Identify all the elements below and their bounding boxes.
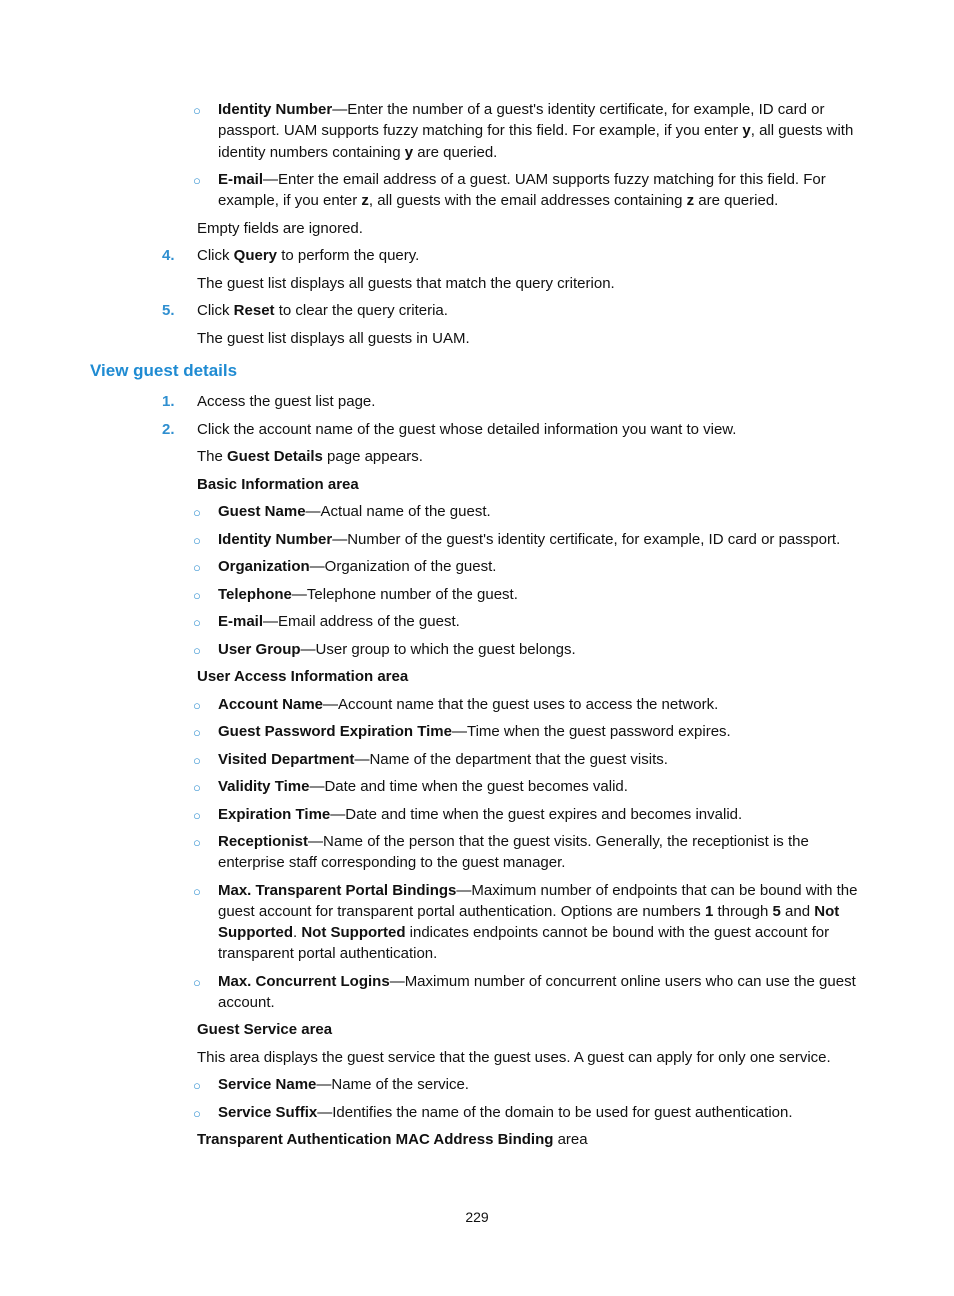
bullet-icon: ○ [193, 588, 201, 603]
item-bold: z [361, 192, 369, 209]
em-dash: — [317, 1104, 333, 1121]
item-text: Email address of the guest. [278, 613, 460, 630]
list-item-line: account. [218, 994, 275, 1011]
step-text: Click the account name of the guest whose detailed information you want to view. [197, 421, 737, 438]
list-item-line: transparent portal authentication. [218, 945, 438, 962]
step-number: 1. [162, 393, 175, 410]
item-text: Number of the guest's identity certificate, for example, ID card or passport. [347, 531, 841, 548]
list-item-line [218, 1102, 793, 1123]
item-text: through [713, 903, 773, 920]
item-text: and [780, 903, 815, 920]
list-item-line [218, 639, 576, 660]
item-term: Validity Time [218, 778, 310, 795]
list-item-line [218, 901, 839, 922]
mac-binding-bold: Transparent Authentication MAC Address Binding [197, 1131, 554, 1148]
item-term: Expiration Time [218, 806, 331, 823]
list-item-line [218, 1074, 469, 1095]
bullet-icon: ○ [193, 533, 201, 548]
basic-info-title: Basic Information area [197, 476, 359, 493]
list-item-line [218, 556, 496, 577]
item-term: Telephone [218, 586, 292, 603]
list-item-line [218, 169, 826, 190]
bullet-icon: ○ [193, 835, 201, 850]
note-text: The [197, 448, 228, 465]
em-dash: — [291, 586, 307, 603]
item-text: Account name that the guest uses to access the network. [338, 696, 719, 713]
item-text: Name of the department that the guest visits. [369, 751, 668, 768]
list-item-line [218, 190, 778, 211]
list-item-line [218, 120, 853, 141]
item-bold: y [742, 122, 751, 139]
mac-binding-title [197, 1129, 588, 1150]
item-text: passport. UAM supports fuzzy matching for this field. For example, if you enter [218, 122, 743, 139]
item-text: Date and time when the guest becomes valid. [324, 778, 628, 795]
mac-binding-text: area [553, 1131, 588, 1148]
list-item-line [218, 721, 731, 742]
list-item-line [218, 749, 668, 770]
bullet-icon: ○ [193, 103, 201, 118]
em-dash: — [263, 613, 279, 630]
item-bold: z [686, 192, 695, 209]
bullet-icon: ○ [193, 698, 201, 713]
bullet-icon: ○ [193, 725, 201, 740]
item-term: Max. Transparent Portal Bindings [218, 882, 457, 899]
item-text: guest account for transparent portal authentication. Options are numbers [218, 903, 705, 920]
item-text: indicates endpoints cannot be bound with the guest account for [405, 924, 830, 941]
list-item-line [218, 880, 857, 901]
item-text: are queried. [694, 192, 779, 209]
step-result: The guest list displays all guests that match the query criterion. [197, 275, 615, 292]
guest-service-description: This area displays the guest service that the guest uses. A guest can apply for only one service. [197, 1049, 831, 1066]
section-heading: View guest details [90, 361, 238, 380]
item-bold: Not Supported [301, 924, 406, 941]
step-text-part: to perform the query. [277, 247, 420, 264]
item-text: . [293, 924, 302, 941]
em-dash: — [389, 973, 405, 990]
item-text: Telephone number of the guest. [306, 586, 518, 603]
bullet-icon: ○ [193, 1078, 201, 1093]
item-text: , all guests with the email addresses containing [368, 192, 687, 209]
bullet-icon: ○ [193, 643, 201, 658]
em-dash: — [330, 806, 346, 823]
item-term: E-mail [218, 171, 264, 188]
item-text: Name of the person that the guest visits. Generally, the receptionist is the [323, 833, 809, 850]
step-number: 2. [162, 421, 175, 438]
item-text: example, if you enter [218, 192, 362, 209]
item-term: E-mail [218, 613, 264, 630]
item-term: Visited Department [218, 751, 355, 768]
em-dash: — [305, 503, 321, 520]
em-dash: — [332, 531, 348, 548]
list-item-line [218, 584, 518, 605]
item-text: Identifies the name of the domain to be used for guest authentication. [332, 1104, 793, 1121]
em-dash: — [332, 101, 348, 118]
step-text: Access the guest list page. [197, 393, 376, 410]
item-term: Guest Password Expiration Time [218, 723, 452, 740]
bullet-icon: ○ [193, 505, 201, 520]
bullet-icon: ○ [193, 808, 201, 823]
bullet-icon: ○ [193, 1106, 201, 1121]
item-text: Maximum number of endpoints that can be bound with the [471, 882, 858, 899]
item-text: Time when the guest password expires. [466, 723, 731, 740]
list-item-line [218, 501, 491, 522]
list-item-line [218, 804, 742, 825]
list-item-line [218, 99, 824, 120]
user-access-title: User Access Information area [197, 668, 409, 685]
item-bold: Supported [218, 924, 293, 941]
item-bold: 5 [772, 903, 781, 920]
item-term: Organization [218, 558, 310, 575]
step-text-part: Click [197, 302, 234, 319]
step-text-part: Click [197, 247, 234, 264]
item-bold: Not [814, 903, 840, 920]
list-item-line [218, 611, 460, 632]
em-dash: — [456, 882, 472, 899]
item-term: Identity Number [218, 531, 333, 548]
bullet-icon: ○ [193, 780, 201, 795]
item-term: Max. Concurrent Logins [218, 973, 390, 990]
bullet-icon: ○ [193, 560, 201, 575]
note-text: page appears. [322, 448, 423, 465]
item-text: Enter the email address of a guest. UAM supports fuzzy matching for this field. For [278, 171, 826, 188]
bullet-icon: ○ [193, 975, 201, 990]
item-text: Enter the number of a guest's identity certificate, for example, ID card or [347, 101, 825, 118]
item-bold: 1 [704, 903, 714, 920]
page-number: 229 [465, 1209, 489, 1225]
step-text [197, 300, 448, 321]
item-term: Receptionist [218, 833, 309, 850]
list-item-line [218, 529, 840, 550]
item-text: , all guests with [750, 122, 854, 139]
list-item-line [218, 694, 718, 715]
bullet-icon: ○ [193, 173, 201, 188]
query-label: Query [233, 247, 278, 264]
em-dash: — [263, 171, 279, 188]
item-term: Service Suffix [218, 1104, 318, 1121]
list-item-line [218, 831, 809, 852]
reset-label: Reset [233, 302, 275, 319]
step-text [197, 245, 419, 266]
em-dash: — [309, 558, 325, 575]
step-text-part: to clear the query criteria. [274, 302, 448, 319]
item-text: Organization of the guest. [324, 558, 497, 575]
em-dash: — [323, 696, 339, 713]
bullet-icon: ○ [193, 615, 201, 630]
item-text: Date and time when the guest expires and becomes invalid. [345, 806, 743, 823]
item-term: Guest Name [218, 503, 306, 520]
list-item-line [218, 922, 829, 943]
item-text: Name of the service. [331, 1076, 469, 1093]
item-term: Service Name [218, 1076, 317, 1093]
em-dash: — [309, 778, 325, 795]
guest-service-title: Guest Service area [197, 1021, 333, 1038]
list-item-line [218, 971, 856, 992]
item-term: Account Name [218, 696, 324, 713]
guest-details-label: Guest Details [227, 448, 323, 465]
list-item-line [218, 776, 628, 797]
item-text: Actual name of the guest. [320, 503, 491, 520]
step-number: 4. [162, 247, 175, 264]
em-dash: — [308, 833, 324, 850]
item-text: User group to which the guest belongs. [315, 641, 576, 658]
em-dash: — [354, 751, 370, 768]
page-appears-note [197, 446, 423, 467]
empty-fields-note: Empty fields are ignored. [197, 220, 363, 237]
item-text: identity numbers containing [218, 144, 405, 161]
step-number: 5. [162, 302, 175, 319]
em-dash: — [451, 723, 467, 740]
em-dash: — [316, 1076, 332, 1093]
list-item-line [218, 142, 497, 163]
item-bold: y [404, 144, 414, 161]
item-text: are queried. [413, 144, 498, 161]
item-term: Identity Number [218, 101, 333, 118]
bullet-icon: ○ [193, 753, 201, 768]
bullet-icon: ○ [193, 884, 201, 899]
item-term: User Group [218, 641, 301, 658]
list-item-line: enterprise staff corresponding to the guest manager. [218, 854, 566, 871]
item-text: Maximum number of concurrent online users who can use the guest [404, 973, 856, 990]
step-result: The guest list displays all guests in UAM. [197, 330, 470, 347]
em-dash: — [300, 641, 316, 658]
